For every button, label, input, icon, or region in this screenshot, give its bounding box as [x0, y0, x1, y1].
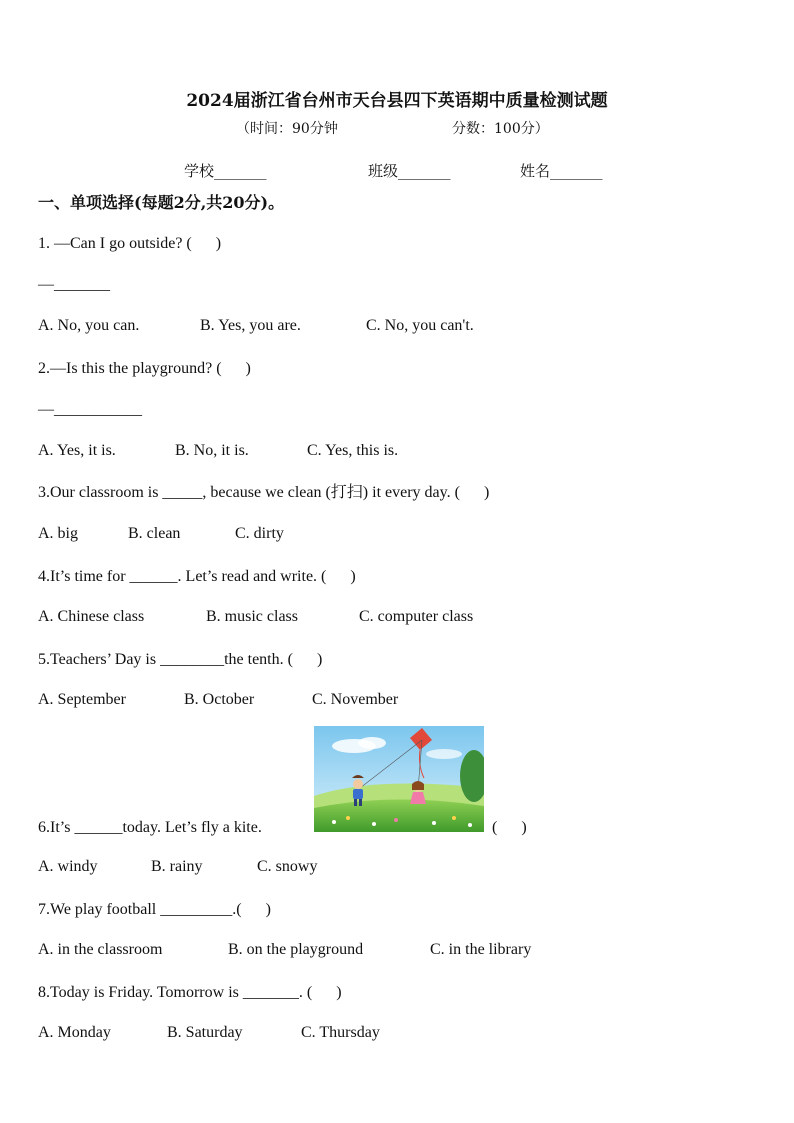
option-a: A. September: [38, 691, 126, 708]
option-b: B. October: [184, 691, 255, 708]
exam-score: 分数：100分）: [452, 121, 549, 137]
kite-scene-illustration: [314, 726, 484, 832]
option-c: C. November: [312, 691, 399, 708]
option-b: B. rainy: [151, 858, 203, 875]
question-stem: 3.Our classroom is _____, because we clean (打扫) it every day. ( ): [38, 484, 490, 501]
question-paren: ( ): [492, 819, 527, 836]
option-a: A. windy: [38, 858, 98, 875]
question-stem: 4.It’s time for ______. Let’s read and write. ( ): [38, 568, 356, 585]
question-stem: 1. —Can I go outside? ( ): [38, 235, 222, 252]
answer-line: —_______: [38, 276, 110, 293]
page-title: 2024届浙江省台州市天台县四下英语期中质量检测试题: [186, 91, 608, 111]
question-stem: 6.It’s ______today. Let’s fly a kite.: [38, 819, 262, 836]
class-field: 班级_______: [368, 162, 451, 180]
kite-picture: [314, 726, 484, 832]
option-c: C. Yes, this is.: [307, 442, 399, 459]
question-stem: 8.Today is Friday. Tomorrow is _______. ( ): [38, 984, 342, 1001]
option-b: B. music class: [206, 608, 298, 625]
option-a: A. in the classroom: [38, 941, 163, 958]
name-field: 姓名_______: [520, 162, 603, 180]
option-b: B. on the playground: [228, 941, 364, 958]
option-a: A. Monday: [38, 1024, 111, 1041]
exam-time: （时间：90分钟: [236, 121, 338, 137]
option-c: C. snowy: [257, 858, 318, 875]
school-field: 学校_______: [184, 162, 267, 180]
option-b: B. clean: [128, 525, 181, 542]
option-c: C. dirty: [235, 525, 284, 542]
option-a: A. Chinese class: [38, 608, 145, 625]
option-a: A. big: [38, 525, 78, 542]
option-c: C. in the library: [430, 941, 532, 958]
option-b: B. Saturday: [167, 1024, 243, 1041]
answer-line: —___________: [38, 401, 142, 418]
option-a: A. Yes, it is.: [38, 442, 116, 459]
option-b: B. Yes, you are.: [200, 317, 301, 334]
option-c: C. Thursday: [301, 1024, 380, 1041]
option-c: C. computer class: [359, 608, 474, 625]
question-stem: 2.—Is this the playground? ( ): [38, 360, 251, 377]
option-b: B. No, it is.: [175, 442, 249, 459]
question-stem: 5.Teachers’ Day is ________the tenth. ( ): [38, 651, 323, 668]
option-a: A. No, you can.: [38, 317, 140, 334]
section-title: 一、单项选择(每题2分,共20分)。: [38, 193, 285, 212]
question-stem: 7.We play football _________.( ): [38, 901, 271, 918]
option-c: C. No, you can't.: [366, 317, 474, 334]
